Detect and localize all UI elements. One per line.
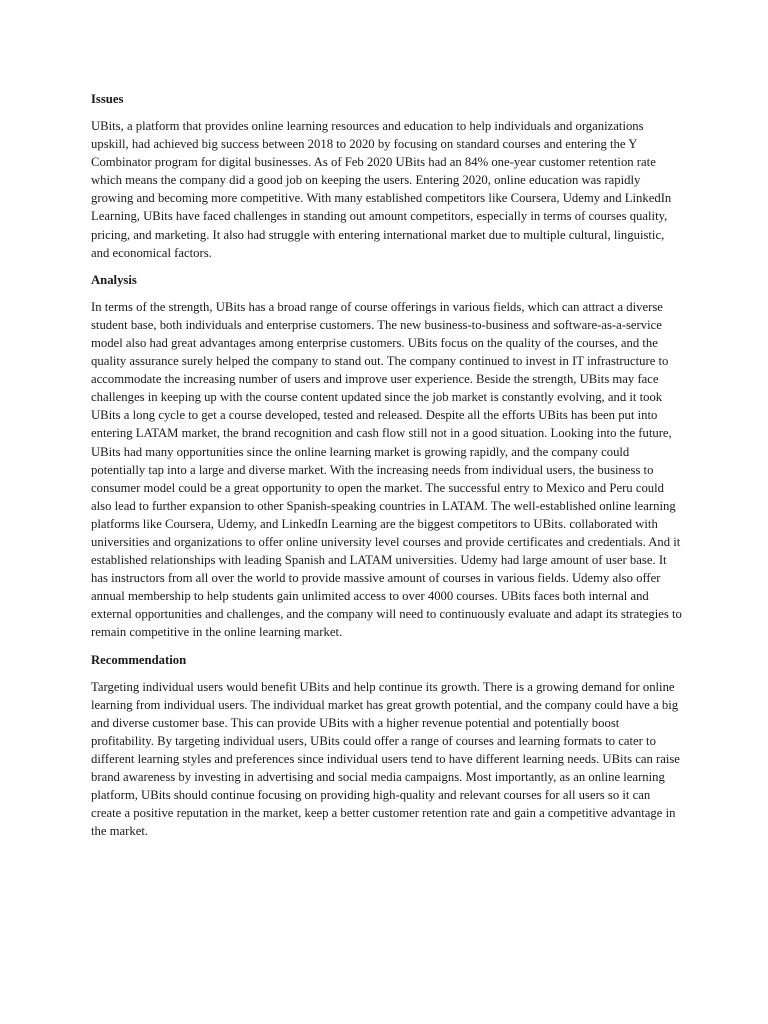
analysis-paragraph: In terms of the strength, UBits has a broad range of course offerings in various fields, which can attract a diverse student base, both individuals and enterprise customers. The new business-to-business and software-as-a-service model also had great advantages among enterprise customers. UBits focus on the quality of the courses, and the quality assurance surely helped the company to stand out. The company continued to invest in IT infrastructure to accommodate the increasing number of users and improve user experience. Beside the strength, UBits may face challenges in keeping up with the course content updated since the job market is constantly evolving, and it took UBits a long cycle to get a course developed, tested and released. Despite all the efforts UBits has been put into entering LATAM market, the brand recognition and cash flow still not in a good situation. Looking into the future, UBits had many opportunities since the online learning market is growing rapidly, and the company could potentially tap into a large and diverse market. With the increasing needs from individual users, the business to consumer model could be a great opportunity to open the market. The successful entry to Mexico and Peru could also lead to further expansion to other Spanish-speaking countries in LATAM. The well-established online learning platforms like Coursera, Udemy, and LinkedIn Learning are the biggest competitors to UBits. collaborated with universities and organizations to offer online university level courses and provide certificates and credentials. And it established relationships with leading Spanish and LATAM universities. Udemy had large amount of user base. It has instructors from all over the world to provide massive amount of courses in various fields. Udemy also offer annual membership to help students gain unlimited access to over 4000 courses. UBits faces both internal and external opportunities and challenges, and the company will need to continuously evaluate and adapt its strategies to remain competitive in the online learning market. bbox=[91, 299, 682, 640]
issues-heading: Issues bbox=[91, 92, 124, 106]
analysis-heading: Analysis bbox=[91, 272, 137, 287]
document-page bbox=[91, 90, 683, 849]
recommendation-paragraph: Targeting individual users would benefit UBits and help continue its growth. There is a growing demand for online learning from individual users. The individual market has great growth potential, and the company could have a big and diverse customer base. This can provide UBits with a higher revenue potential and potentially boost profitability. By targeting individual users, UBits could offer a range of courses and learning formats to cater to different learning styles and preferences since individual users tend to have different learning needs. UBits can raise brand awareness by investing in advertising and social media campaigns. Most importantly, as an online learning platform, UBits should continue focusing on providing high-quality and relevant courses for all users so it can create a positive reputation in the market, keep a better customer retention rate and gain a competitive advantage in the market. bbox=[91, 679, 680, 839]
issues-paragraph: UBits, a platform that provides online learning resources and education to help individuals and organizations upskill, had achieved big success between 2018 to 2020 by focusing on standard courses and entering the Y Combinator program for digital businesses. As of Feb 2020 UBits had an 84% one-year customer retention rate which means the company did a good job on keeping the users. Entering 2020, online education was rapidly growing and becoming more competitive. With many established competitors like Coursera, Udemy and LinkedIn Learning, UBits have faced challenges in standing out amount competitors, especially in terms of courses quality, pricing, and marketing. It also had struggle with entering international market due to multiple cultural, linguistic, and economical factors. bbox=[91, 119, 672, 260]
recommendation-heading: Recommendation bbox=[91, 652, 187, 667]
